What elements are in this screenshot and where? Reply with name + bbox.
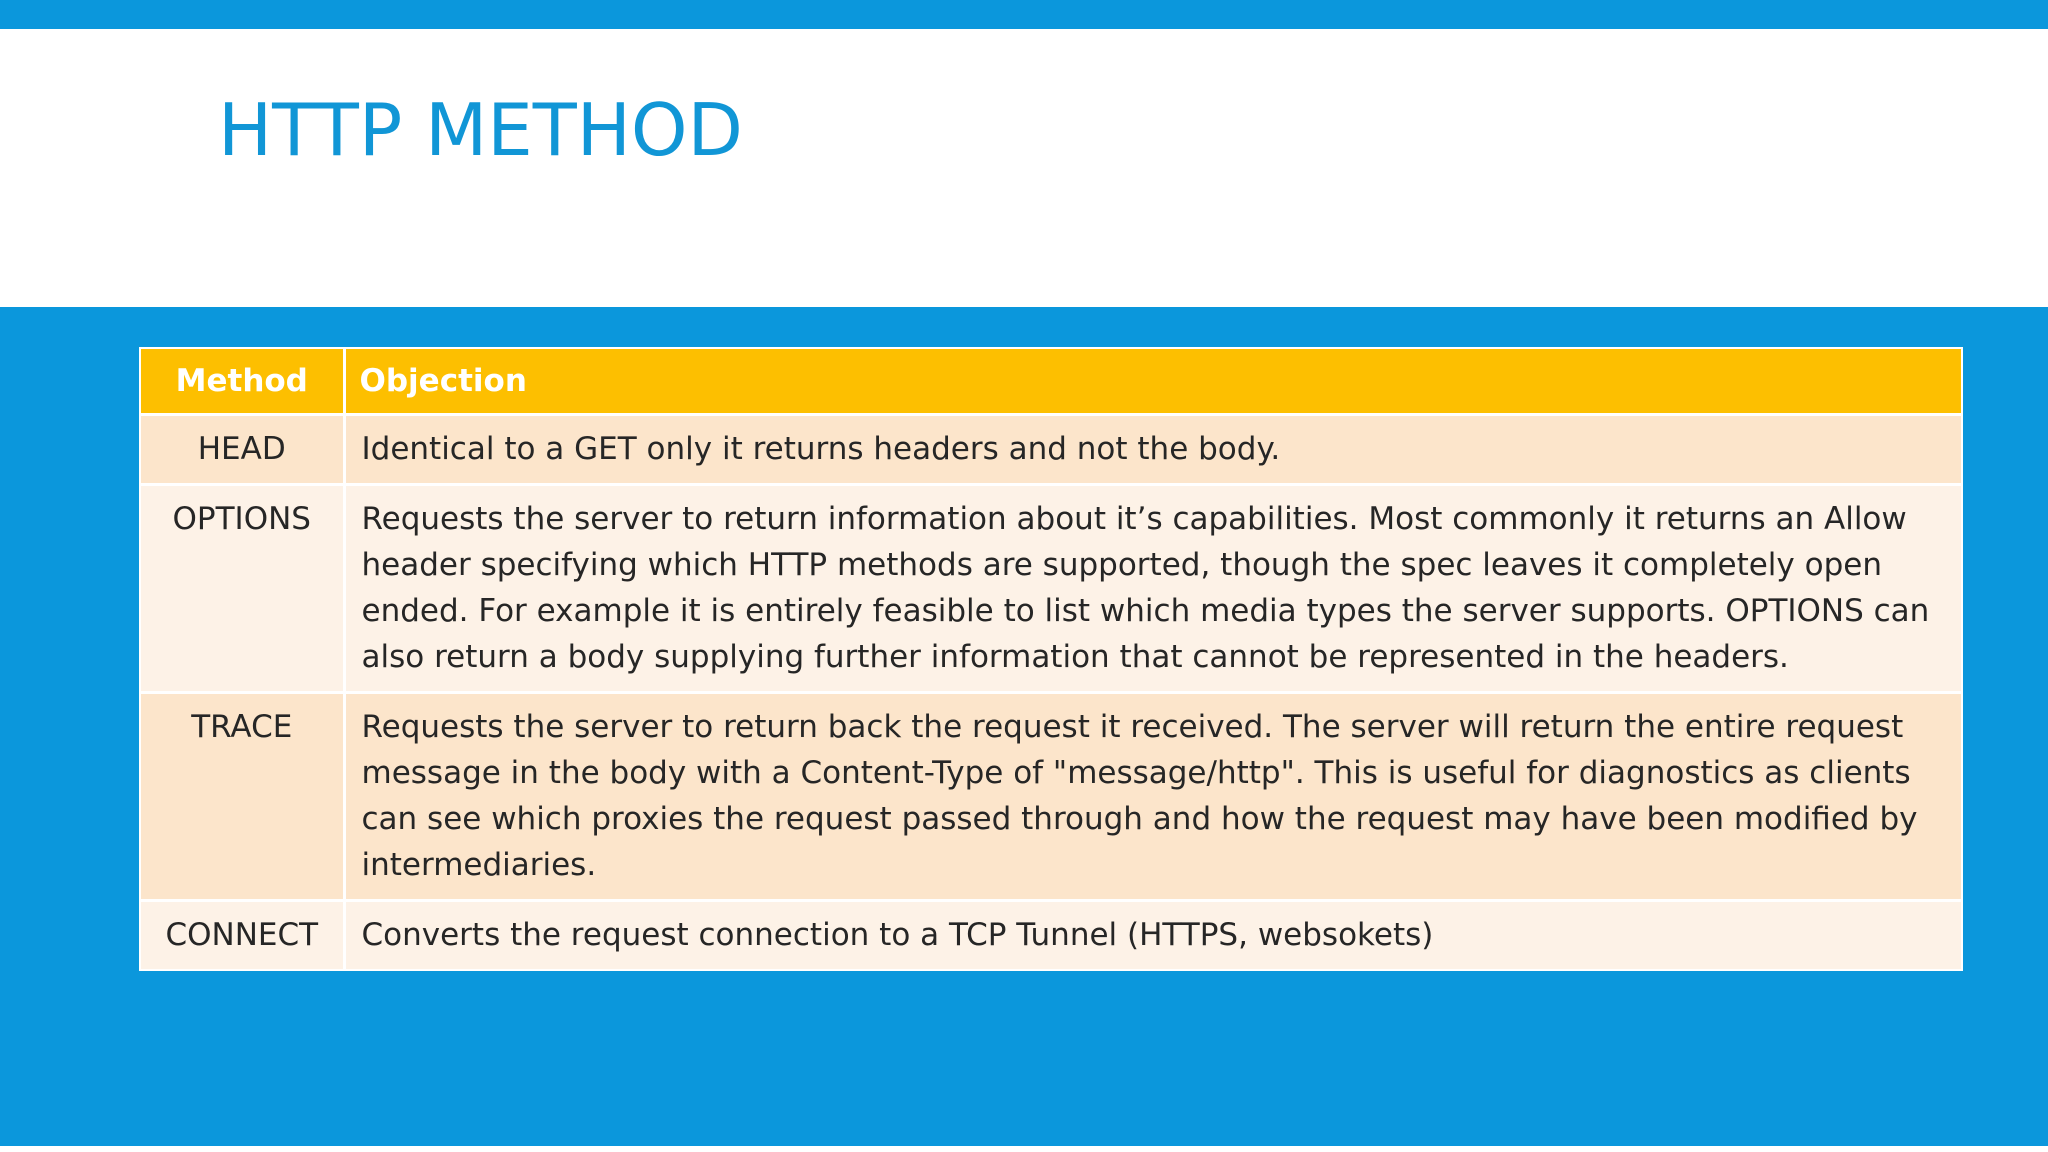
table-row (141, 415, 1961, 485)
objection-cell: Requests the server to return information about it’s capabilities. Most commonly it returns an Allow header specifying which HTTP methods are supported, though the spec leaves it completely open ended. For example it is entirely feasible to list which media types the server supports. OPTIONS can also return a body supplying further information that cannot be represented in the headers. (361, 501, 1930, 675)
table-row (141, 485, 1961, 693)
methods-table-container (139, 347, 1963, 971)
method-cell: TRACE (141, 693, 344, 901)
method-cell: OPTIONS (141, 485, 344, 693)
header-method: Method (141, 349, 344, 415)
bottom-strip (0, 1146, 2048, 1152)
table-row (141, 693, 1961, 901)
method-cell: HEAD (141, 415, 344, 485)
header-objection: Objection (344, 349, 1961, 415)
table-header-row (141, 349, 1961, 415)
objection-cell: Identical to a GET only it returns headers and not the body. (361, 431, 1281, 467)
objection-cell: Converts the request connection to a TCP Tunnel (HTTPS, websokets) (361, 917, 1434, 953)
method-cell: CONNECT (141, 901, 344, 970)
slide-title: HTTP METHOD (218, 88, 743, 172)
objection-cell: Requests the server to return back the request it received. The server will return the entire request message in the body with a Content-Type of "message/http". This is useful for diagnostics as clients can see which proxies the request passed through and how the request may have been modified by intermediaries. (361, 709, 1918, 883)
table-row (141, 901, 1961, 970)
methods-table (141, 349, 1961, 969)
top-accent-bar (0, 0, 2048, 29)
